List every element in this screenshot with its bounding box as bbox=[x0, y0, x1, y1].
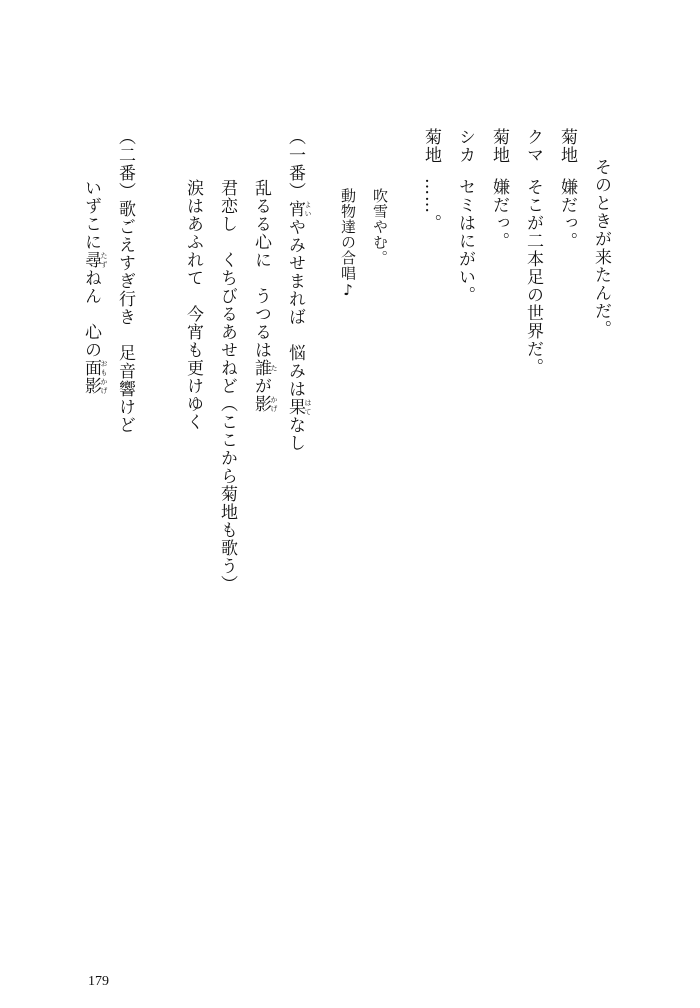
lyric-text: 歌ごえすぎ行き 足音響けど bbox=[115, 200, 135, 434]
dialogue-line bbox=[558, 128, 575, 250]
lyric-text: ねん 心の bbox=[81, 269, 101, 359]
ruby-word bbox=[81, 359, 108, 395]
speaker-name: 菊地 bbox=[489, 128, 509, 164]
stage-direction bbox=[340, 188, 355, 300]
lyric-text: 君恋し くちびるあせねど（ここから菊地も歌う） bbox=[217, 179, 237, 593]
ruby-base: 影 bbox=[251, 395, 271, 413]
lyric-text: やみせまれば 悩みは bbox=[285, 218, 305, 398]
dialogue-text: セミはにがい。 bbox=[455, 178, 475, 304]
lyric-text: 涙はあふれて 今宵も更けゆく bbox=[183, 179, 203, 431]
song-lyric-line bbox=[184, 179, 201, 431]
dialogue-line bbox=[490, 128, 507, 250]
ruby-reading: おもかげ bbox=[100, 359, 108, 395]
song-lyric-line bbox=[252, 179, 278, 413]
dialogue-text: 嫌だっ。 bbox=[557, 178, 577, 250]
ruby-base: 宵 bbox=[285, 200, 305, 218]
ruby-word bbox=[251, 395, 278, 413]
lyric-text: なし bbox=[285, 416, 305, 452]
song-lyric-line bbox=[116, 128, 133, 434]
dialogue-line bbox=[422, 128, 439, 232]
stage-direction-text: 動物達の合唱♪ bbox=[339, 188, 357, 300]
ruby-word bbox=[285, 398, 312, 416]
narration-text: そのときが来たんだ。 bbox=[591, 158, 611, 338]
speaker-name: クマ bbox=[523, 128, 543, 164]
lyric-text: いずこに bbox=[81, 179, 101, 251]
ruby-reading: かげ bbox=[270, 395, 278, 413]
ruby-base: 誰 bbox=[251, 359, 271, 377]
ruby-reading: た bbox=[270, 359, 278, 377]
verse-label: （二番） bbox=[115, 128, 135, 200]
page-number: 179 bbox=[88, 974, 109, 989]
speaker-name: 菊地 bbox=[557, 128, 577, 164]
ruby-word bbox=[251, 359, 278, 377]
verse-label: （一番） bbox=[285, 128, 305, 200]
dialogue-text: ……。 bbox=[421, 178, 441, 232]
speaker-name: シカ bbox=[455, 128, 475, 164]
narration-line bbox=[592, 158, 609, 338]
lyric-text: 乱るる心に うつるは bbox=[251, 179, 271, 359]
speaker-name: 菊地 bbox=[421, 128, 441, 164]
dialogue-line bbox=[524, 128, 541, 376]
song-lyric-line bbox=[286, 128, 312, 452]
ruby-word bbox=[285, 200, 312, 218]
ruby-base: 面影 bbox=[81, 359, 101, 395]
ruby-base: 尋 bbox=[81, 251, 101, 269]
stage-direction-text: 吹雪やむ。 bbox=[371, 188, 389, 266]
ruby-reading: たず bbox=[100, 251, 108, 269]
ruby-reading: はて bbox=[304, 398, 312, 416]
ruby-word bbox=[81, 251, 108, 269]
song-lyric-line bbox=[82, 179, 108, 395]
song-lyric-line bbox=[218, 179, 235, 593]
ruby-base: 果 bbox=[285, 398, 305, 416]
stage-direction bbox=[372, 188, 387, 266]
lyric-text: が bbox=[251, 377, 271, 395]
ruby-reading: よい bbox=[304, 200, 312, 218]
dialogue-text: そこが二本足の世界だ。 bbox=[523, 178, 543, 376]
dialogue-text: 嫌だっ。 bbox=[489, 178, 509, 250]
dialogue-line bbox=[456, 128, 473, 304]
